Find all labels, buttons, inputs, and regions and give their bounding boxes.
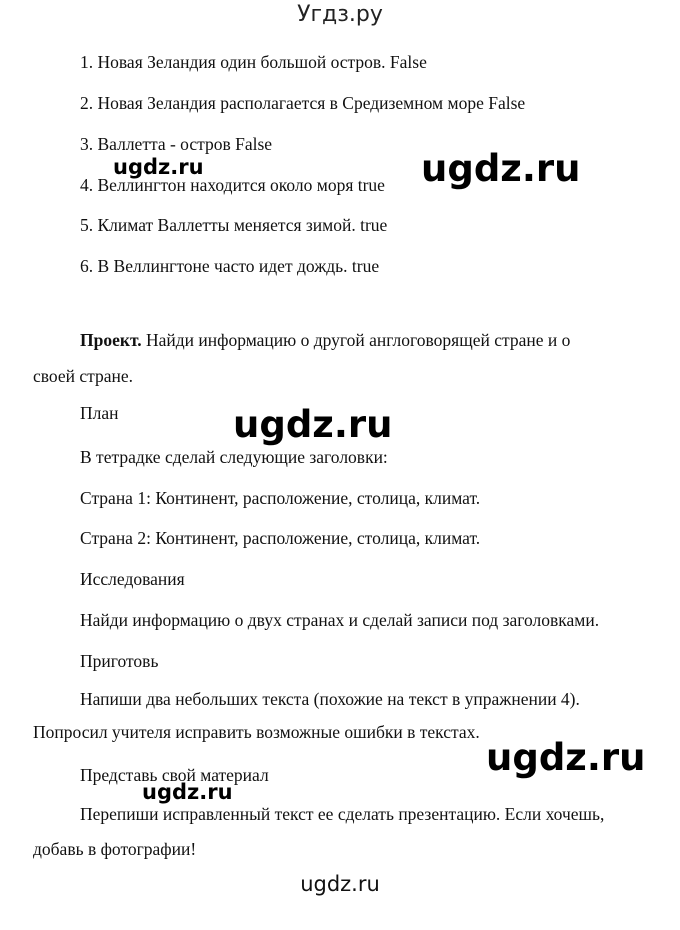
- project-intro-line: [80, 329, 570, 351]
- watermark-large: ugdz.ru: [233, 403, 393, 446]
- watermark-small: ugdz.ru: [113, 155, 204, 179]
- research-heading: Исследования: [80, 569, 185, 589]
- prepare-text: Напиши два небольших текста (похожие на текст в упражнении 4).: [80, 689, 580, 709]
- watermark-large: ugdz.ru: [486, 736, 646, 779]
- watermark-small: ugdz.ru: [142, 780, 233, 804]
- answer-3: 3. Валлетта - остров False: [80, 134, 273, 154]
- country-2-headings: Страна 2: Континент, расположение, столица, климат.: [80, 528, 481, 548]
- project-label: Проект.: [80, 330, 142, 350]
- answer-6: 6. В Веллингтоне часто идет дождь. true: [80, 256, 380, 276]
- plan-heading: План: [80, 403, 119, 423]
- country-1-headings: Страна 1: Континент, расположение, столица, климат.: [80, 488, 481, 508]
- present-heading: Представь свой материал: [80, 765, 269, 785]
- research-text: Найди информацию о двух странах и сделай записи под заголовками.: [80, 610, 600, 630]
- project-intro-continuation: своей стране.: [33, 366, 134, 386]
- watermark-large: ugdz.ru: [421, 147, 581, 190]
- answer-4: 4. Веллингтон находится около моря true: [80, 175, 385, 195]
- answer-5: 5. Климат Валлетты меняется зимой. true: [80, 215, 388, 235]
- prepare-text-continuation: Попросил учителя исправить возможные ошибки в текстах.: [33, 722, 480, 742]
- footer-watermark: ugdz.ru: [300, 872, 380, 896]
- page-title: Угдз.ру: [297, 2, 383, 27]
- present-text-continuation: добавь в фотографии!: [33, 839, 197, 859]
- project-intro-text: Найди информацию о другой англоговорящей стране и о: [141, 330, 571, 350]
- answer-1: 1. Новая Зеландия один большой остров. False: [80, 52, 427, 72]
- answer-2: 2. Новая Зеландия располагается в Средиземном море False: [80, 93, 526, 113]
- plan-text: В тетрадке сделай следующие заголовки:: [80, 447, 388, 467]
- prepare-heading: Приготовь: [80, 651, 159, 671]
- present-text: Перепиши исправленный текст ее сделать презентацию. Если хочешь,: [80, 804, 605, 824]
